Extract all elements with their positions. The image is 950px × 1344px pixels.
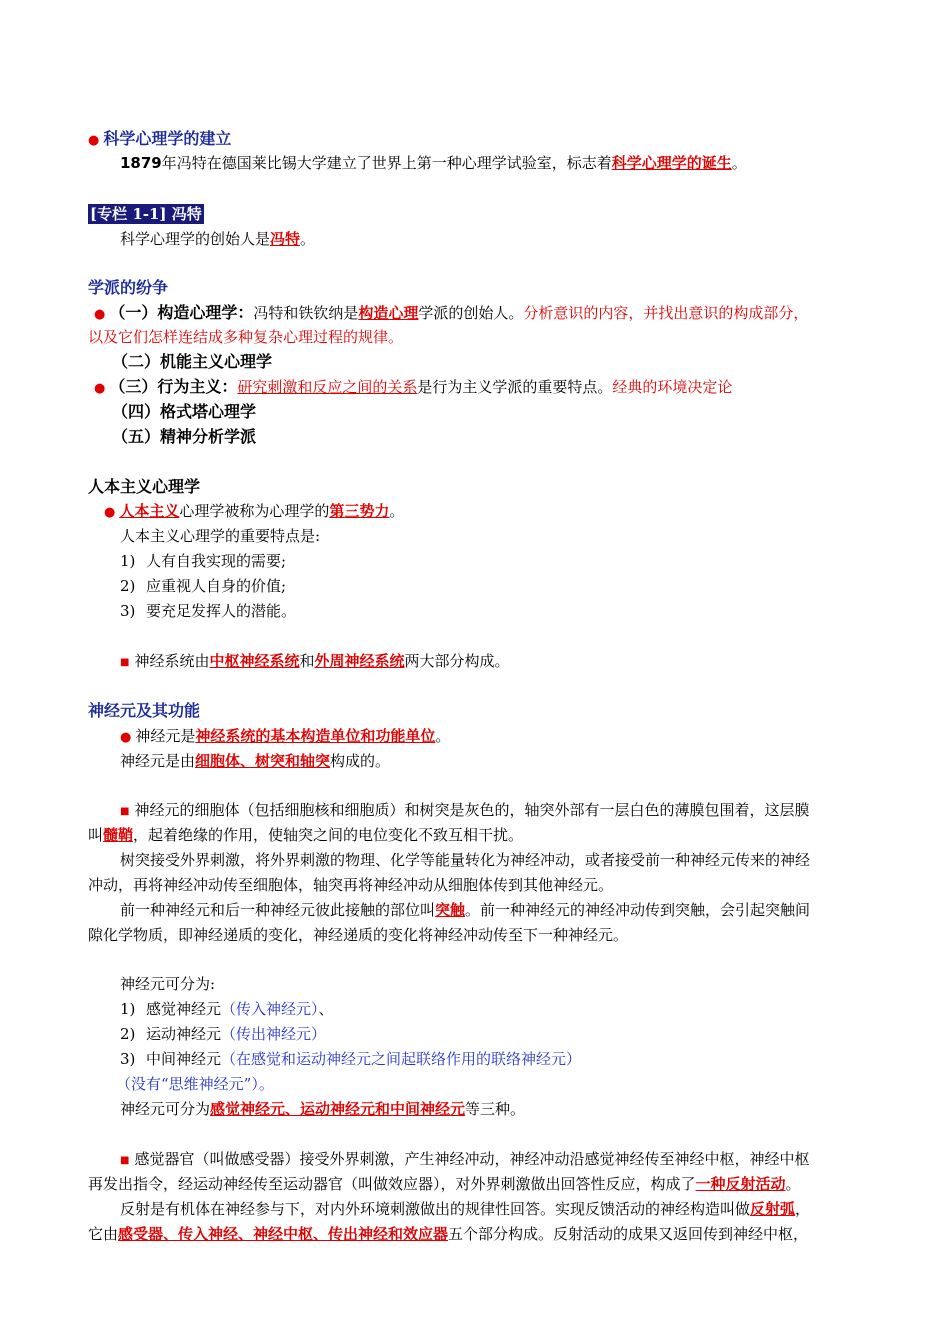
text: ，起着绝缘的作用，使轴突之间的电位变化不致互相干扰。 — [133, 826, 524, 844]
keyword-highlight: 髓鞘 — [103, 826, 134, 844]
keyword-highlight: 感觉神经元、运动神经元和中间神经元 — [210, 1100, 466, 1118]
list-number: 1) — [120, 1000, 136, 1018]
text: 感觉器官（叫做感受器）接受外界刺激，产生神经冲动，神经冲动沿感觉神经传至神经中枢，神经中枢 — [134, 1150, 810, 1168]
keyword-highlight: 外周神经系统 — [314, 652, 405, 670]
list-number: 2) — [120, 1025, 136, 1043]
text: 前一种神经元和后一种神经元彼此接触的部位叫 — [120, 901, 436, 919]
list-text: 运动神经元 — [146, 1025, 222, 1043]
section-title: 科学心理学的建立 — [103, 129, 232, 148]
list-number: 1) — [120, 552, 136, 570]
column-box-label — [88, 203, 204, 225]
keyword-highlight: 中枢神经系统 — [209, 652, 300, 670]
square-bullet-icon: ■ — [120, 806, 130, 817]
red-note: 分析意识的内容，并找出意识的构成部分， — [523, 304, 809, 322]
square-bullet-icon: ■ — [120, 657, 130, 668]
text: 冯特和铁钦纳是 — [253, 304, 359, 322]
paragraph-line: 冲动，再将神经冲动传至细胞体，轴突再将神经冲动从细胞体传到其他神经元。 — [88, 876, 614, 894]
paragraph-line — [120, 1148, 809, 1173]
keyword-highlight: 研究刺激和反应之间的关系 — [237, 378, 418, 396]
text: ， — [795, 1200, 811, 1218]
paragraph-line — [120, 799, 809, 824]
paragraph-line — [88, 1173, 801, 1195]
list-item — [120, 1023, 326, 1045]
bullet-dot-icon: ● — [88, 133, 100, 148]
list-item — [120, 1048, 581, 1070]
keyword-highlight: 细胞体、树突和轴突 — [195, 752, 331, 770]
school-item-gestalt: （四）格式塔心理学 — [112, 402, 257, 421]
text: 学派的创始人。 — [418, 304, 524, 322]
red-note-continued: 以及它们怎样连结成多种复杂心理过程的规律。 — [88, 328, 404, 346]
text: 五个部分构成。反射活动的成果又返回传到神经中枢， — [448, 1225, 809, 1243]
paragraph-line — [120, 1198, 810, 1220]
text: 和 — [299, 652, 315, 670]
keyword-highlight: 一种反射活动 — [695, 1175, 786, 1193]
blue-note: （传出神经元） — [221, 1025, 327, 1043]
text: 、 — [318, 1000, 334, 1018]
text: 反射是有机体在神经参与下，对内外环境刺激做出的规律性回答。实现反馈活动的神经构造叫做 — [120, 1200, 751, 1218]
school-item-structuralism — [94, 302, 808, 326]
paragraph-1879 — [120, 152, 747, 174]
text: 它由 — [88, 1225, 119, 1243]
paragraph-line — [88, 1223, 808, 1245]
section-heading-neuron: 神经元及其功能 — [88, 701, 201, 720]
text: 。 — [435, 727, 451, 745]
neuron-classes-summary — [120, 1098, 525, 1120]
paragraph-line: 隙化学物质，即神经递质的变化，神经递质的变化将神经冲动传至下一种神经元。 — [88, 926, 629, 944]
humanistic-features-intro: 人本主义心理学的重要特点是: — [120, 527, 321, 545]
humanistic-third-force — [104, 500, 404, 524]
keyword-highlight: 冯特 — [270, 230, 301, 248]
red-note: 经典的环境决定论 — [612, 378, 733, 396]
text: 。 — [300, 230, 316, 248]
list-text: 应重视人自身的价值; — [146, 577, 287, 595]
list-item — [120, 998, 334, 1020]
paragraph-founder — [120, 228, 315, 250]
list-item — [120, 550, 286, 572]
blue-note: （传入神经元） — [221, 1000, 319, 1018]
text: 神经元是由 — [120, 752, 196, 770]
list-text: 感觉神经元 — [146, 1000, 222, 1018]
keyword-highlight: 突触 — [435, 901, 466, 919]
text: 。前一种神经元的神经冲动传到突触，会引起突触间 — [465, 901, 811, 919]
keyword-highlight: 反射弧 — [750, 1200, 796, 1218]
text: 。 — [785, 1175, 801, 1193]
keyword-highlight: 构造心理 — [358, 304, 419, 322]
blue-note-no-thinking-neuron: （没有“思维神经元”）。 — [116, 1075, 274, 1093]
nervous-system-paragraph — [120, 650, 510, 675]
keyword-highlight: 人本主义 — [119, 502, 180, 520]
text: 构成的。 — [330, 752, 391, 770]
neuron-classes-intro: 神经元可分为: — [120, 975, 216, 993]
list-text: 要充足发挥人的潜能。 — [146, 602, 297, 620]
text: 。 — [389, 502, 405, 520]
school-item-psychoanalysis: （五）精神分析学派 — [112, 427, 257, 446]
text: 科学心理学的创始人是 — [120, 230, 271, 248]
text: 。 — [731, 154, 747, 172]
text: 两大部分构成。 — [404, 652, 510, 670]
keyword-highlight: 科学心理学的诞生 — [611, 154, 732, 172]
list-item — [120, 600, 296, 622]
paragraph-line — [88, 824, 523, 846]
list-text: 人有自我实现的需要; — [146, 552, 287, 570]
neuron-composition — [120, 750, 390, 772]
text: 神经元是 — [135, 727, 196, 745]
text: 神经系统由 — [134, 652, 210, 670]
text: 心理学被称为心理学的 — [179, 502, 330, 520]
keyword-highlight: 第三势力 — [329, 502, 390, 520]
list-number: 3) — [120, 1050, 136, 1068]
keyword-highlight: 神经系统的基本构造单位和功能单位 — [195, 727, 436, 745]
bullet-dot-icon: ● — [104, 505, 116, 520]
bullet-dot-icon: ● — [94, 381, 106, 396]
school-item-behaviorism — [94, 376, 732, 400]
square-bullet-icon: ■ — [120, 1155, 130, 1166]
text: 等三种。 — [465, 1100, 526, 1118]
item-title: （一）构造心理学： — [109, 303, 254, 322]
year: 1879 — [120, 154, 162, 172]
text: 叫 — [88, 826, 104, 844]
bullet-dot-icon: ● — [120, 730, 132, 745]
text: 是行为主义学派的重要特点。 — [417, 378, 613, 396]
keyword-highlight: 感受器、传入神经、神经中枢、传出神经和效应器 — [118, 1225, 449, 1243]
text: 年冯特在德国莱比锡大学建立了世界上第一种心理学试验室，标志着 — [161, 154, 612, 172]
text: 神经元可分为 — [120, 1100, 211, 1118]
section-heading-humanistic: 人本主义心理学 — [88, 477, 201, 496]
list-number: 2) — [120, 577, 136, 595]
school-item-functionalism: （二）机能主义心理学 — [112, 352, 273, 371]
list-item — [120, 575, 286, 597]
bullet-dot-icon: ● — [94, 307, 106, 322]
list-text: 中间神经元 — [146, 1050, 222, 1068]
section-heading-schools: 学派的纷争 — [88, 278, 169, 297]
paragraph-line — [120, 899, 810, 921]
neuron-definition — [120, 725, 450, 749]
blue-note: （在感觉和运动神经元之间起联络作用的联络神经元） — [221, 1050, 582, 1068]
text: 再发出指令，经运动神经传至运动器官（叫做效应器），对外界刺激做出回答性反应，构成了 — [88, 1175, 696, 1193]
section-heading-science-psychology — [88, 128, 231, 152]
item-title: （三）行为主义： — [109, 377, 238, 396]
column-badge: [专栏 1-1] 冯特 — [90, 205, 202, 223]
paragraph-line: 树突接受外界刺激，将外界刺激的物理、化学等能量转化为神经冲动，或者接受前一种神经元传来的神经 — [120, 851, 811, 869]
text: 神经元的细胞体（包括细胞核和细胞质）和树突是灰色的，轴突外部有一层白色的薄膜包围着，这层膜 — [134, 801, 810, 819]
list-number: 3) — [120, 602, 136, 620]
